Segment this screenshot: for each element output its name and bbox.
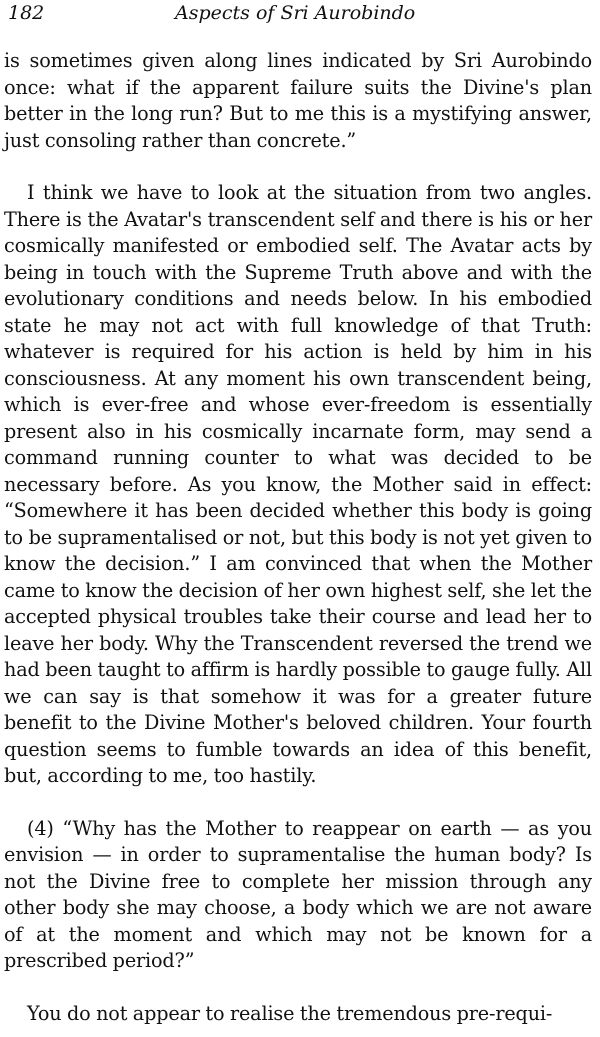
body-text bbox=[4, 48, 592, 1027]
paragraph-reply: You do not appear to realise the tremendous pre-requi- bbox=[27, 1001, 553, 1025]
paragraph-avatar-angles: I think we have to look at the situation from two angles. There is the Avatar's transcendent self and there is his or her cosmically manifested or embodied self. The Avatar acts by being in touch with the Supreme Truth above and with the evolutionary conditions and needs below. In his embodied state he may not act with full knowledge of that Truth: whatever is required for his action is held by him in his consciousness. At any moment his own transcendent being, which is ever-free and whose ever-freedom is essentially present also in his cosmically incarnate form, may send a command running counter to what was decided to be necessary before. As you know, the Mother said in effect: “Somewhere it has been decided whether this body is going to be supramentalised or not, but this body is not yet given to know the decision.” I am convinced that when the Mother came to know the decision of her own highest self, she let the accepted physical troubles take their course and lead her to leave her body. Why the Transcendent reversed the trend we had been taught to affirm is hardly possible to gauge fully. All we can say is that somehow it was for a greater future benefit to the Divine Mother's beloved children. Your fourth question seems to fumble towards an idea of this benefit, but, according to me, too hastily. bbox=[4, 181, 592, 787]
running-title: Aspects of Sri Aurobindo bbox=[175, 2, 416, 24]
page-header bbox=[4, 0, 592, 34]
paragraph-continued: is sometimes given along lines indicated by Sri Aurobindo once: what if the apparent failure suits the Divine's plan better in the long run? But to me this is a mystifying answer, just consoling rather than concrete.” bbox=[4, 49, 592, 152]
page-number: 182 bbox=[8, 2, 45, 24]
paragraph-question-4: (4) “Why has the Mother to reappear on earth — as you envision — in order to supramentalise the human body? Is not the Divine free to complete her mission through any other body she may choose, a body which we are not aware of at the moment and which may not be known for a prescribed period?” bbox=[4, 816, 592, 972]
